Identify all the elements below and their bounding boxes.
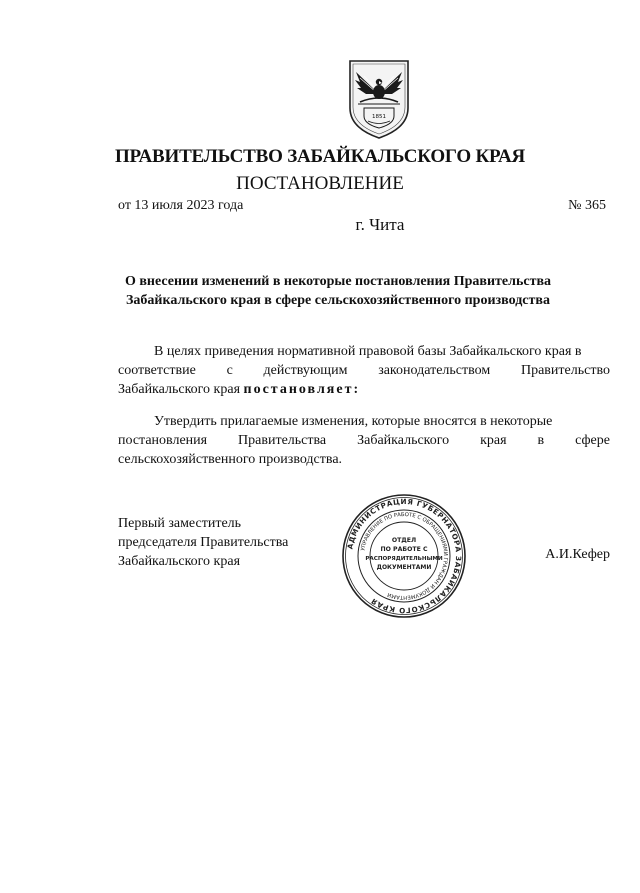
seal-center-line-1: ОТДЕЛ <box>391 537 417 544</box>
preamble-line-3: Забайкальского края постановляет: <box>118 382 361 397</box>
preamble-word: с <box>226 363 233 378</box>
document-date: от 13 июля 2023 года <box>118 198 244 213</box>
document-city: г. Чита <box>355 215 405 234</box>
seal-center-line-4: ДОКУМЕНТАМИ <box>376 564 432 571</box>
resolution-word: края <box>480 433 507 448</box>
signatory-name: А.И.Кефер <box>545 547 610 562</box>
document-subject <box>100 272 576 310</box>
resolves-keyword: постановляет: <box>243 382 361 397</box>
resolution-word: Забайкальского <box>357 433 450 448</box>
resolution-line-3: сельскохозяйственного производства. <box>118 452 343 467</box>
organization-title: ПРАВИТЕЛЬСТВО ЗАБАЙКАЛЬСКОГО КРАЯ <box>114 146 526 167</box>
resolution-word: постановления <box>118 433 208 448</box>
resolution-paragraph <box>118 412 610 469</box>
coat-of-arms-emblem <box>346 58 412 140</box>
seal-center-line-3: РАСПОРЯДИТЕЛЬНЫМИ <box>365 556 443 562</box>
preamble-word: соответствие <box>118 363 196 378</box>
resolution-line-2 <box>118 431 610 450</box>
zabaykalsky-coat-of-arms-icon <box>346 58 412 140</box>
resolution-line-1: Утвердить прилагаемые изменения, которые вносятся в некоторые <box>154 414 553 429</box>
preamble-line-2 <box>118 361 610 380</box>
preamble-word: Правительство <box>520 363 610 378</box>
seal-center-line-2: ПО РАБОТЕ С <box>380 546 428 553</box>
seal-outer-ring-text: АДМИНИСТРАЦИЯ ГУБЕРНАТОРА ЗАБАЙКАЛЬСКОГО КРАЯ <box>345 496 464 616</box>
preamble-word: действующим <box>263 363 348 378</box>
seal-inner-ring-text: УПРАВЛЕНИЕ ПО РАБОТЕ С ОБРАЩЕНИЯМИ ГРАЖДАН И ДОКУМЕНТАМИ <box>360 511 449 601</box>
signatory-position <box>118 514 288 571</box>
official-seal <box>340 492 468 620</box>
resolution-word: Правительства <box>238 433 327 448</box>
document-type: ПОСТАНОВЛЕНИЕ <box>236 173 404 194</box>
resolution-word: в <box>537 433 545 448</box>
position-line-1: Первый заместитель <box>118 516 242 531</box>
document-number: № 365 <box>568 198 606 213</box>
preamble-word: законодательством <box>378 363 491 378</box>
preamble-paragraph <box>118 342 610 399</box>
preamble-line-1: В целях приведения нормативной правовой базы Забайкальского края в <box>154 344 582 359</box>
emblem-inscription: 1851 <box>372 114 386 120</box>
round-stamp-icon <box>340 492 468 620</box>
position-line-3: Забайкальского края <box>118 554 241 569</box>
subject-line-1: О внесении изменений в некоторые постановления Правительства <box>124 274 552 289</box>
subject-line-2: Забайкальского края в сфере сельскохозяйственного производства <box>126 293 550 308</box>
resolution-word: сфере <box>575 433 610 448</box>
position-line-2: председателя Правительства <box>118 535 289 550</box>
